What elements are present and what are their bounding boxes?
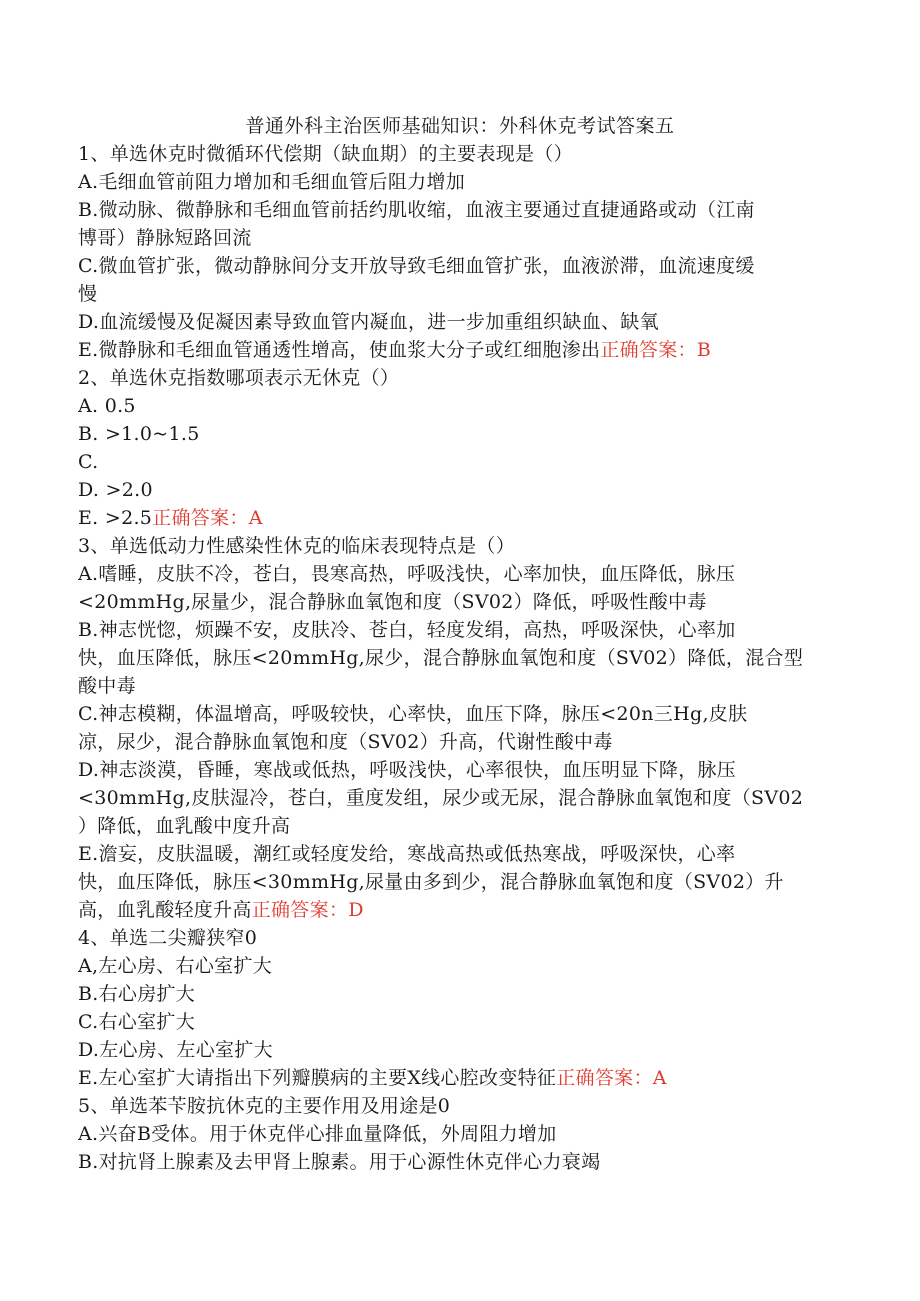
line-text: B.右心房扩大 bbox=[78, 983, 196, 1005]
line-text: 5、单选苯苄胺抗休克的主要作用及用途是0 bbox=[78, 1095, 451, 1117]
text-line bbox=[78, 812, 850, 840]
text-line bbox=[78, 980, 850, 1008]
line-text: C. bbox=[78, 451, 99, 473]
text-line bbox=[78, 252, 850, 280]
line-text: C.微血管扩张，微动静脉间分支开放导致毛细血管扩张，血液淤滞，血流速度缓 bbox=[78, 255, 755, 277]
text-line bbox=[78, 420, 850, 448]
line-text: B.神志恍惚，烦躁不安，皮肤冷、苍白，轻度发绢，高热，呼吸深快，心率加 bbox=[78, 619, 736, 641]
line-text: 凉，尿少，混合静脉血氧饱和度（SV02）升高，代谢性酸中毒 bbox=[78, 731, 613, 753]
line-text: C.右心室扩大 bbox=[78, 1011, 196, 1033]
text-line bbox=[78, 392, 850, 420]
line-text: 3、单选低动力性感染性休克的临床表现特点是（） bbox=[78, 535, 515, 557]
text-line bbox=[78, 924, 850, 952]
text-line bbox=[78, 280, 850, 308]
text-line bbox=[78, 616, 850, 644]
line-text: E.微静脉和毛细血管通透性增高，使血浆大分子或红细胞渗出 bbox=[78, 339, 601, 361]
line-text: 快，血压降低，脉压<20mmHg,尿少，混合静脉血氧饱和度（SV02）降低，混合型 bbox=[78, 647, 804, 669]
line-text: A.毛细血管前阻力增加和毛细血管后阻力增加 bbox=[78, 171, 466, 193]
correct-answer: 正确答案：B bbox=[600, 339, 712, 361]
text-line bbox=[78, 952, 850, 980]
line-text: 4、单选二尖瓣狭窄0 bbox=[78, 927, 258, 949]
text-line bbox=[78, 504, 850, 532]
text-line bbox=[78, 672, 850, 700]
line-text: D.左心房、左心室扩大 bbox=[78, 1039, 273, 1061]
text-line bbox=[78, 784, 850, 812]
correct-answer: 正确答案：D bbox=[251, 899, 364, 921]
line-text: 慢 bbox=[78, 283, 98, 305]
correct-answer: 正确答案：A bbox=[556, 1067, 667, 1089]
document-body bbox=[78, 140, 850, 1176]
line-text: A. 0.5 bbox=[78, 395, 136, 417]
line-text: 高，血乳酸轻度升高 bbox=[78, 899, 252, 921]
line-text: 快，血压降低，脉压<30mmHg,尿量由多到少，混合静脉血氧饱和度（SV02）升 bbox=[78, 871, 784, 893]
line-text: C.神志模糊，体温增高，呼吸较快，心率快，血压下降，脉压<20n三Hg,皮肤 bbox=[78, 703, 748, 725]
line-text: E. >2.5 bbox=[78, 507, 153, 529]
line-text: E.左心室扩大请指出下列瓣膜病的主要X线心腔改变特征 bbox=[78, 1067, 557, 1089]
text-line bbox=[78, 196, 850, 224]
text-line bbox=[78, 1120, 850, 1148]
line-text: D. >2.0 bbox=[78, 479, 153, 501]
text-line bbox=[78, 868, 850, 896]
text-line bbox=[78, 644, 850, 672]
text-line bbox=[78, 1092, 850, 1120]
text-line bbox=[78, 308, 850, 336]
line-text: 1、单选休克时微循环代偿期（缺血期）的主要表现是（） bbox=[78, 143, 573, 165]
line-text: D.血流缓慢及促凝因素导致血管内凝血，进一步加重组织缺血、缺氧 bbox=[78, 311, 659, 333]
line-text: B. >1.0~1.5 bbox=[78, 423, 200, 445]
text-line bbox=[78, 756, 850, 784]
text-line bbox=[78, 728, 850, 756]
text-line bbox=[78, 1148, 850, 1176]
text-line bbox=[78, 1064, 850, 1092]
text-line bbox=[78, 224, 850, 252]
line-text: <30mmHg,皮肤湿冷，苍白，重度发组，尿少或无尿，混合静脉血氧饱和度（SV02 bbox=[78, 787, 804, 809]
line-text: A.兴奋B受体。用于休克伴心排血量降低，外周阻力增加 bbox=[78, 1123, 557, 1145]
text-line bbox=[78, 588, 850, 616]
line-text: B.微动脉、微静脉和毛细血管前括约肌收缩，血液主要通过直捷通路或动（江南 bbox=[78, 199, 755, 221]
text-line bbox=[78, 840, 850, 868]
line-text: A.嗜睡，皮肤不冷，苍白，畏寒高热，呼吸浅快，心率加快，血压降低，脉压 bbox=[78, 563, 736, 585]
line-text: A,左心房、右心室扩大 bbox=[78, 955, 273, 977]
line-text: 博哥）静脉短路回流 bbox=[78, 227, 252, 249]
text-line bbox=[78, 1008, 850, 1036]
text-line bbox=[78, 336, 850, 364]
line-text: D.神志淡漠，昏睡，寒战或低热，呼吸浅快，心率很快，血压明显下降，脉压 bbox=[78, 759, 737, 781]
line-text: 2、单选休克指数哪项表示无休克（） bbox=[78, 367, 400, 389]
correct-answer: 正确答案：A bbox=[152, 507, 263, 529]
page-title: 普通外科主治医师基础知识：外科休克考试答案五 bbox=[245, 115, 675, 137]
line-text: 酸中毒 bbox=[78, 675, 136, 697]
line-text: ）降低，血乳酸中度升高 bbox=[78, 815, 291, 837]
text-line bbox=[78, 896, 850, 924]
text-line bbox=[78, 140, 850, 168]
text-line bbox=[78, 532, 850, 560]
line-text: <20mmHg,尿量少，混合静脉血氧饱和度（SV02）降低，呼吸性酸中毒 bbox=[78, 591, 707, 613]
text-line bbox=[78, 168, 850, 196]
text-line bbox=[78, 476, 850, 504]
text-line bbox=[78, 364, 850, 392]
text-line bbox=[78, 560, 850, 588]
text-line bbox=[78, 1036, 850, 1064]
line-text: B.对抗肾上腺素及去甲肾上腺素。用于心源性休克伴心力衰竭 bbox=[78, 1151, 601, 1173]
line-text: E.澹妄，皮肤温暖，潮红或轻度发给，寒战高热或低热寒战，呼吸深快，心率 bbox=[78, 843, 736, 865]
text-line bbox=[78, 700, 850, 728]
text-line bbox=[78, 448, 850, 476]
